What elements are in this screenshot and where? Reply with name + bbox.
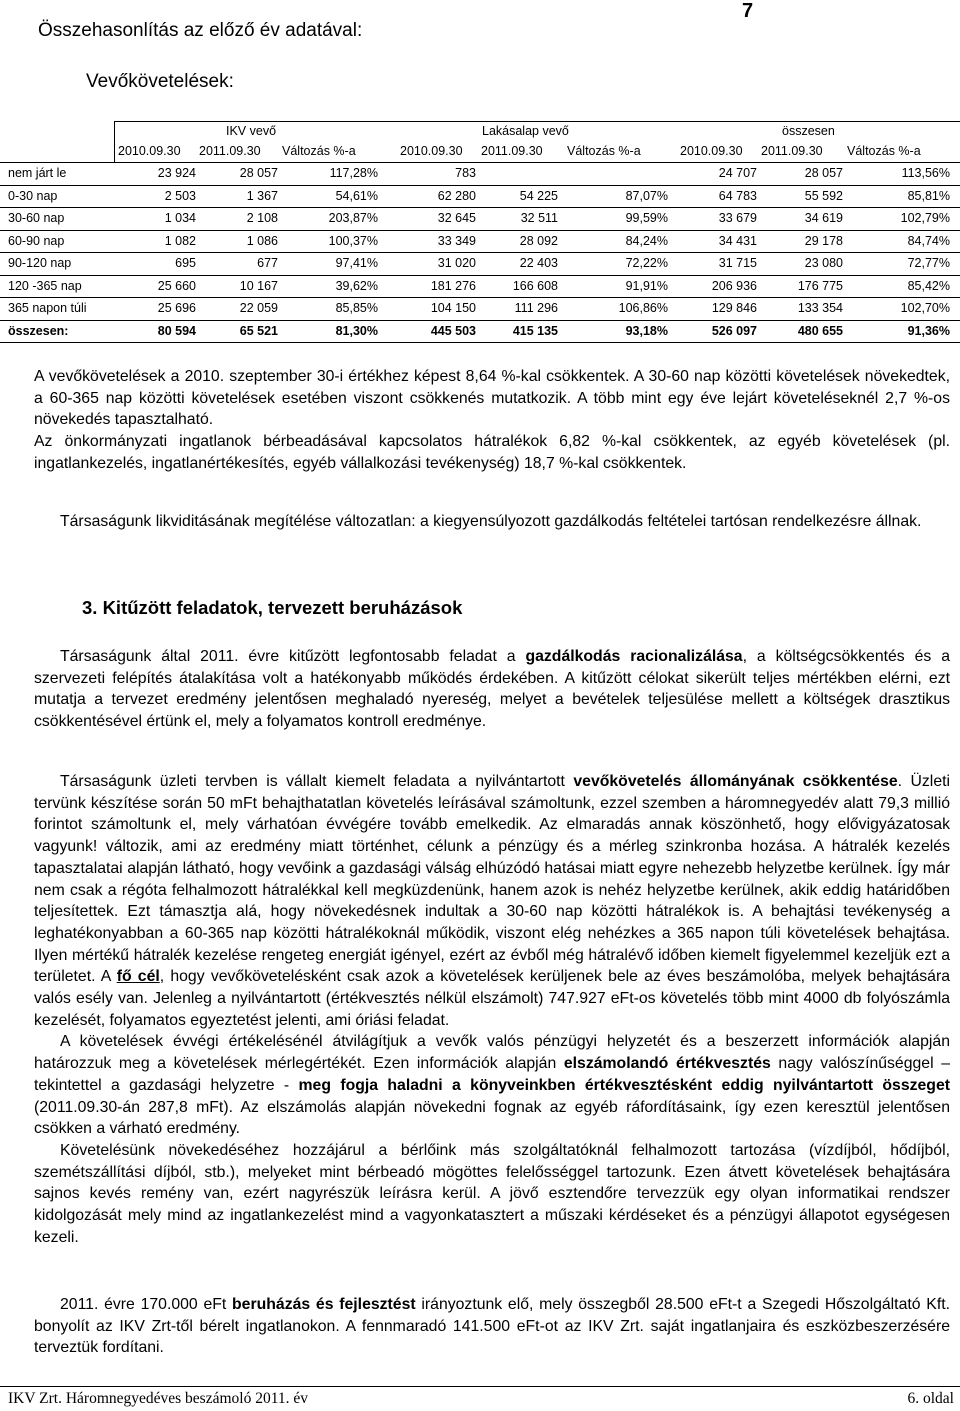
page-heading: Összehasonlítás az előző év adatával: — [38, 20, 363, 41]
table-cell: 81,30% — [335, 323, 378, 338]
page-number: 7 — [742, 0, 754, 22]
table-cell: 783 — [455, 166, 476, 180]
table-body — [0, 162, 960, 343]
table-cell: 84,74% — [907, 233, 950, 248]
table-cell: 32 511 — [520, 211, 558, 225]
table-cell: 72,22% — [625, 256, 668, 270]
table-cell: 33 349 — [437, 233, 476, 248]
col-header: 2011.09.30 — [761, 144, 823, 158]
table-cell: 176 775 — [797, 278, 843, 293]
table-cell: 203,87% — [328, 211, 378, 225]
table-cell: 677 — [257, 256, 278, 270]
table-cell: 91,36% — [907, 323, 950, 338]
paragraph-receivable-reduction — [34, 771, 950, 1248]
table-cell: 34 431 — [718, 233, 757, 248]
table-cell: 133 354 — [797, 301, 843, 315]
col-header: 2010.09.30 — [680, 144, 743, 158]
table-cell: 25 660 — [157, 278, 196, 293]
group-osszesen: összesen — [782, 124, 835, 138]
col-header: Változás %-a — [282, 144, 356, 158]
table-cell: 480 655 — [797, 323, 843, 338]
table-cell: 34 619 — [804, 211, 843, 225]
table-cell: 129 846 — [711, 301, 757, 315]
table-cell: 28 057 — [804, 166, 843, 180]
table-cell: 526 097 — [711, 323, 757, 338]
table-column-header — [114, 142, 960, 162]
table-row — [0, 253, 960, 276]
table-cell: 111 296 — [514, 301, 558, 315]
table-cell: 1 034 — [164, 211, 196, 225]
footer-left: IKV Zrt. Háromnegyedéves beszámoló 2011. év — [8, 1390, 309, 1407]
table-cell: 85,81% — [907, 188, 950, 203]
table-cell: 24 707 — [718, 166, 757, 180]
table-cell: 28 057 — [239, 166, 278, 180]
table-cell: 55 592 — [804, 188, 843, 203]
table-row — [0, 186, 960, 209]
table-row — [0, 321, 960, 344]
table-cell: 102,79% — [900, 211, 950, 225]
paragraph: 2011. évre 170.000 eFt beruházás és fejlesztést irányoztunk elő, mely összegből 28.500 eFt-t a Szegedi Hőszolgáltató Kft. bonyolít az IKV Zrt-től bérelt ingatlanokon. A fennmaradó 141.500 eFt-ot az IKV Zrt. saját ingatlanjaira és eszközbeszerzésére terveztük fordítani. — [34, 1296, 950, 1357]
table-cell: 85,42% — [907, 278, 950, 293]
table-group-header — [114, 121, 960, 143]
table-cell: 445 503 — [430, 323, 476, 338]
table-cell: 72,77% — [907, 256, 950, 270]
table-cell: 28 092 — [519, 233, 558, 248]
row-label: összesen: — [8, 323, 69, 338]
table-cell: 39,62% — [335, 278, 378, 293]
table-cell: 106,86% — [618, 301, 668, 315]
table-cell: 695 — [175, 256, 196, 270]
paragraph-goals — [34, 646, 950, 733]
table-cell: 31 715 — [718, 256, 757, 270]
row-label: 365 napon túli — [8, 301, 87, 315]
table-cell: 23 924 — [157, 166, 196, 180]
col-header: 2010.09.30 — [118, 144, 181, 158]
col-header: 2010.09.30 — [400, 144, 463, 158]
paragraph: A követelések évvégi értékelésénél átvilágítjuk a vevők valós pénzügyi helyzetét és a beszerzett információk alapján határozzuk meg a követelések mérlegértékét. Ezen információk alapján elszámolandó értékvesztés nagy valószínűséggel – tekintettel a gazdasági helyzetre - meg fogja haladni a könyveinkben értékvesztésként eddig nyilvántartott összeget (2011.09.30-án 287,8 mFt). Az elszámolás alapján növekedni fognak az egyéb ráfordításaink, így ezen keresztül jelentősen csökken a várható eredmény. — [34, 1033, 950, 1138]
table-cell: 84,24% — [625, 233, 668, 248]
table-cell: 181 276 — [430, 278, 476, 293]
subheading: Vevőkövetelések: — [86, 71, 234, 92]
group-ikv: IKV vevő — [226, 124, 277, 138]
table-cell: 85,85% — [335, 301, 378, 315]
table-cell: 104 150 — [430, 301, 476, 315]
table-cell: 1 082 — [164, 233, 196, 248]
col-header: 2011.09.30 — [481, 144, 543, 158]
row-label: 120 -365 nap — [8, 278, 82, 293]
row-label: 60-90 nap — [8, 233, 65, 248]
table-row — [0, 231, 960, 254]
paragraph: Társaságunk likviditásának megítélése változatlan: a kiegyensúlyozott gazdálkodás feltételei tartósan rendelkezésre állnak. — [60, 513, 922, 530]
row-label: 90-120 nap — [8, 256, 72, 270]
table-cell: 65 521 — [239, 323, 278, 338]
table-cell: 97,41% — [335, 256, 378, 270]
table-cell: 29 178 — [804, 233, 843, 248]
table-row — [0, 298, 960, 321]
section-title: 3. Kitűzött feladatok, tervezett beruházások — [82, 597, 463, 618]
col-header: Változás %-a — [847, 144, 921, 158]
group-lakasalap: Lakásalap vevő — [482, 124, 569, 138]
table-cell: 54,61% — [335, 188, 378, 203]
paragraph: Követelésünk növekedéséhez hozzájárul a bérlőink más szolgáltatóknál felhalmozott tartozása (vízdíjból, hődíjból, szemétszállítási díjból, stb.), melyeket mint bérbeadó mögöttes felelősséggel tartozunk. Ezen átvett követelések behajtására sajnos kevés remény van, ezért nagyrészük leírásra kerül. A jövő esztendőre tervezzük egy olyan informatikai rendszer kidolgozását mely mind az ingatlankezelést mind a vagyonkatasztert a műszaki kérdéseket és a pénzügyi állapotot egységesen kezeli. — [34, 1141, 950, 1246]
row-label: 0-30 nap — [8, 188, 58, 203]
table-cell: 93,18% — [625, 323, 668, 338]
col-header: Változás %-a — [567, 144, 641, 158]
table-cell: 166 608 — [512, 278, 558, 293]
table-cell: 2 108 — [246, 211, 278, 225]
table-cell: 87,07% — [625, 188, 668, 203]
table-cell: 117,28% — [329, 166, 378, 180]
table-cell: 80 594 — [157, 323, 196, 338]
table-cell: 91,91% — [625, 278, 668, 293]
table-cell: 22 403 — [519, 256, 558, 270]
paragraph-investments — [34, 1294, 950, 1359]
table-cell: 102,70% — [900, 301, 950, 315]
table-cell: 54 225 — [519, 188, 558, 203]
col-header: 2011.09.30 — [199, 144, 261, 158]
table-cell: 206 936 — [711, 278, 757, 293]
table-cell: 25 696 — [157, 301, 196, 315]
table-cell: 23 080 — [804, 256, 843, 270]
paragraph-receivables — [34, 366, 950, 475]
table-cell: 10 167 — [239, 278, 278, 293]
table-cell: 62 280 — [437, 188, 476, 203]
table-cell: 415 135 — [512, 323, 558, 338]
paragraph-liquidity — [34, 511, 950, 533]
paragraph: A vevőkövetelések a 2010. szeptember 30-i értékhez képest 8,64 %-kal csökkentek. A 30-60 nap közötti követelések növekedtek, a 60-365 nap közötti követelések esetében viszont csökkenés mutatkozik. A több mint egy éve lejárt követeléseknél 2,7 %-os növekedés tapasztalható. — [34, 368, 950, 429]
table-row — [0, 276, 960, 299]
table-cell: 31 020 — [437, 256, 476, 270]
row-label: 30-60 nap — [8, 211, 65, 225]
paragraph: Társaságunk által 2011. évre kitűzött legfontosabb feladat a gazdálkodás racionalizálása, a költségcsökkentés és a szervezeti felépítés átalakítása volt a hatékonyabb működés érdekében. A kitűzött célokat sikerült teljes mértékben elérni, ezt mutatja a tervezet eredmény jelentősen meghaladó nyereség, melyet a bevételek teljesülése mellett a költségek drasztikus csökkentésével értünk el, mely a folyamatos kontroll eredménye. — [34, 648, 950, 731]
table-cell: 113,56% — [901, 166, 950, 180]
paragraph: Az önkormányzati ingatlanok bérbeadásával kapcsolatos hátralékok 6,82 %-kal csökkentek, az egyéb követelések (pl. ingatlankezelés, ingatlanértékesítés, egyéb vállalkozási tevékenység) 18,7 %-kal csökkentek. — [34, 433, 950, 472]
page-footer — [0, 1386, 960, 1407]
table-cell: 1 367 — [246, 188, 278, 203]
table-cell: 22 059 — [239, 301, 278, 315]
table-row — [0, 163, 960, 186]
row-label: nem járt le — [8, 166, 67, 180]
footer-page: 6. oldal — [907, 1390, 954, 1407]
table-cell: 99,59% — [625, 211, 668, 225]
table-cell: 33 679 — [718, 211, 757, 225]
table-cell: 1 086 — [246, 233, 278, 248]
table-row — [0, 208, 960, 231]
table-cell: 64 783 — [718, 188, 757, 203]
table-cell: 2 503 — [164, 188, 196, 203]
paragraph: Társaságunk üzleti tervben is vállalt kiemelt feladata a nyilvántartott vevőkövetelés állományának csökkentése. Üzleti tervünk készítése során 50 mFt behajthatatlan követelés leírásával számoltunk, ezzel szemben a háromnegyedév alatt 79,3 millió forintot számoltunk el, mely várhatóan évvégére tovább emelkedik. Az elmaradás annak köszönhető, hogy elővigyázatosak vagyunk! változik, ami az eredmény miatt történhet, célunk a pénzügy és a mérleg szinkronba hozása. A hátralék kezelés tapasztalatai alapján látható, hogy vevőink a gazdasági válság elhúzódó hatásai miatt egyre nehezebb helyzetbe kerülnek. Így már nem csak a régóta felhalmozott hátralékkal kell megküzdenünk, hanem azok is nehéz helyzetbe kerülnek, akik eddig határidőben teljesítettek. Ezt támasztja alá, hogy növekedésnek indultak a 30-60 nap közötti hátralékok is. A behajtási tevékenység a leghatékonyabban a 60-365 nap közötti hátralékoknál működik, viszont elég nehézkes a 365 napon túli követelések behajtása. Ilyen mértékű hátralék kezelése rengeteg energiát igényel, ezért az évből még hátralévő időben kiemelt figyelemmel kezeljük ezt a területet. A fő cél, hogy vevőkövetelésként csak azok a követelések kerüljenek bele az éves beszámolóba, melyek behajtására valós esély van. Jelenleg a nyilvántartott (értékvesztés nélkül elszámolt) 747.927 eFt-os követelés több mint 4000 db folyószámla kezelését, folyamatos egyeztetést jelenti, ami óriási feladat. — [34, 773, 951, 1029]
table-cell: 32 645 — [437, 211, 476, 225]
table-cell: 100,37% — [328, 233, 378, 248]
